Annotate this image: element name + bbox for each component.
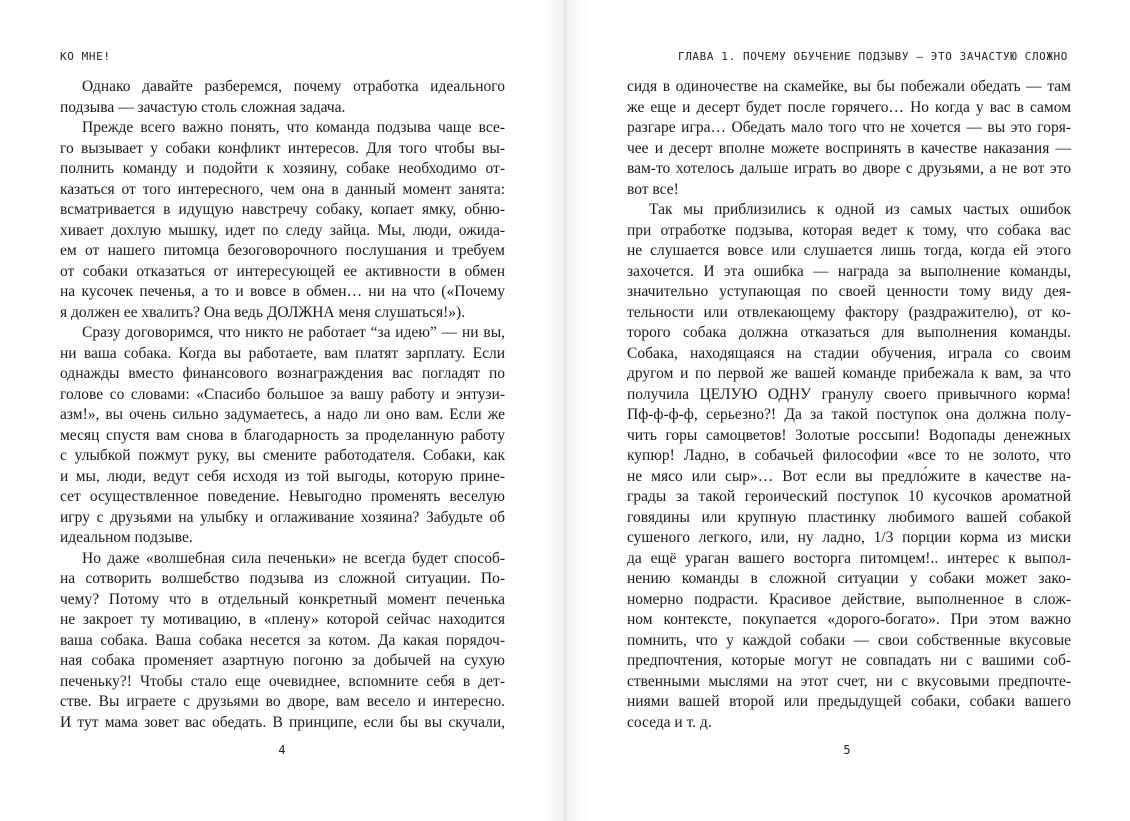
page-number-left: 4 — [278, 743, 286, 757]
text-line: захочется. И эта ошибка — награда за выполнение команды, — [627, 262, 1071, 280]
text-line: полнить команду и подойти к хозяину, собаке необходимо от- — [60, 160, 505, 177]
text-line: чить горы самоцветов! Золотые россыпи! Водопады денежных — [627, 426, 1071, 444]
text-line: ниями вашей второй или предыдущей собаки, собаки вашего — [627, 693, 1071, 710]
text-line: говядины или крупную пластинку любимого вашей собакой — [627, 508, 1071, 526]
text-line: и мы, люди, ведут себя исходя из той выгоды, которую прине- — [60, 467, 505, 485]
text-line: Сразу договоримся, что никто не работает “за идею” — ни вы, — [82, 324, 505, 341]
text-line: всматривается в идущую навстречу собаку, копает ямку, обню- — [60, 201, 505, 218]
text-line: стве. Вы играете с друзьями во дворе, вам весело и интересно. — [60, 693, 505, 710]
text-line: подзыва — зачастую столь сложная задача. — [60, 98, 346, 116]
right-page — [565, 0, 1130, 821]
text-line: с улыбкой пожмут руку, вы смените работодателя. Собаки, как — [60, 447, 505, 464]
page-number-right: 5 — [843, 743, 851, 757]
text-line: купюр! Ладно, в собачьей философии «все то не золото, что — [627, 447, 1071, 464]
text-line: сет осуществленное поведение. Невыгодно променять веселую — [60, 488, 505, 505]
text-line: ственными мыслями на этот счет, ни с вкусовыми предпочте- — [627, 672, 1071, 690]
text-line: торого собака должна отказаться для выполнения команды. — [627, 324, 1071, 341]
text-line: предпочтения, которые могут не совпадать ни с вашими соб- — [627, 652, 1071, 669]
text-line: нению команды в сложной ситуации у собаки может зако- — [627, 570, 1071, 587]
text-line: на сотворить волшебство подзыва из сложной ситуации. По- — [60, 570, 505, 587]
text-line: идеальном подзыве. — [60, 529, 193, 546]
right-page-text — [627, 77, 1071, 733]
text-line: игру с друзьями на улыбку и оглаживание хозяина? Забудьте об — [60, 508, 505, 526]
text-line: же еще и десерт будет после горячего… Но когда у вас в самом — [627, 98, 1071, 116]
running-head-left: КО МНЕ! — [60, 50, 111, 63]
text-line: я должен ее хвалить? Она ведь ДОЛЖНА меня слушаться!»). — [60, 303, 466, 321]
text-line: печеньку?! Чтобы стало еще очевиднее, вспомните себя в дет- — [60, 672, 505, 690]
text-line: Прежде всего важно понять, что команда подзыва чаще все- — [82, 119, 505, 136]
text-line: чее и десерт вполне можете воспринять в качестве наказания — — [627, 139, 1071, 157]
text-line: го вызывает у собаки конфликт интересов. Для того чтобы вы- — [60, 139, 505, 157]
text-line: ваша собака. Ваша собака несется за котом. Да какая порядоч- — [60, 631, 505, 649]
text-line: другом и по первой же вашей команде прибежала к вам, за что — [627, 365, 1071, 382]
text-line: Однако давайте разберемся, почему отработка идеального — [82, 78, 505, 95]
text-line: соседа и т. д. — [627, 713, 712, 731]
text-line: хивает дохлую мышку, идет по следу зайца. Мы, люди, ожида- — [60, 221, 505, 239]
text-line: ная собака променяет азартную погоню за добычей на сухую — [60, 652, 505, 669]
text-line: получила ЦЕЛУЮ ОДНУ гранулу своего привычного корма! — [627, 385, 1071, 403]
text-line: ни ваша собака. Когда вы работаете, вам платят зарплату. Если — [60, 344, 505, 362]
text-line: вот все! — [627, 180, 679, 198]
text-line: ном контексте, покупается «дорого-богато». При этом важно — [627, 611, 1071, 628]
text-line: азм!», вы очень сильно задумаетесь, а надо ли оно вам. Если же — [60, 406, 505, 423]
text-line: чему? Потому что в отдельный конкретный момент печенька — [60, 590, 505, 608]
text-line: Но даже «волшебная сила печеньки» не всегда будет способ- — [82, 549, 505, 567]
text-line: помнить, что у каждой собаки — свои собственные вкусовые — [627, 631, 1071, 649]
running-head-right: ГЛАВА 1. ПОЧЕМУ ОБУЧЕНИЕ ПОДЗЫВУ — ЭТО ЗАЧАСТУЮ СЛОЖНО — [677, 50, 1068, 63]
text-line: однажды вместо финансового вознаграждения вас погладят по — [60, 365, 505, 382]
text-line: Пф-ф-ф-ф, серьезно?! Да за такой поступок она должна полу- — [627, 406, 1071, 423]
text-line: Так мы приблизились к одной из самых частых ошибок — [649, 201, 1071, 218]
text-line: голове со словами: «Спасибо большое за вашу работу и энтузи- — [60, 385, 505, 403]
text-line: ем от нашего питомца безоговорочного послушания и требуем — [60, 242, 505, 259]
text-line: тельности или отвлекающему фактору (раздражителю), от ко- — [627, 303, 1071, 321]
text-line: при отработке подзыва, которая ведет к тому, что собака вас — [627, 221, 1071, 239]
text-line: вам-то хотелось дальше играть во дворе с друзьями, а не вот это — [627, 160, 1071, 177]
text-line: номерно подрасти. Красивое действие, выполненное в слож- — [627, 590, 1071, 608]
text-line: казаться от того интересного, чем она в данный момент занята: — [60, 180, 505, 198]
text-line: да ещё ураган вашего восторга питомцем!.. интерес к выпол- — [627, 549, 1071, 567]
left-page-text — [60, 77, 505, 733]
text-line: Собака, находящаяся на стадии обучения, играла со своим — [627, 344, 1071, 362]
text-line: месяц спустя вам снова в благодарность за проделанную работу — [60, 426, 505, 444]
text-line: на кусочек печенья, а то и вовсе в обмен… ни на что («Почему — [60, 283, 505, 300]
text-line: разгаре игра… Обедать мало того что не хочется — вы это горя- — [627, 119, 1071, 136]
text-line: И тут мама зовет вас обедать. В принципе, если бы вы скучали, — [60, 713, 505, 731]
text-line: от собаки отказаться от интересующей ее активности в обмен — [60, 262, 505, 280]
text-line: грады за такой героический поступок 10 кусочков ароматной — [627, 488, 1071, 505]
text-line: не закроет ту мотивацию, в «плену» которой сейчас находится — [60, 611, 505, 628]
text-line: сушеного легкого, или, ну ладно, 1/3 порции корма из миски — [627, 529, 1071, 546]
text-line: значительно уступающая по своей ценности тому виду дея- — [627, 283, 1071, 300]
text-line: не слушается вовсе или слушается лишь тогда, когда ей этого — [627, 242, 1071, 259]
text-line: сидя в одиночестве на скамейке, вы бы побежали обедать — там — [627, 78, 1071, 95]
text-line: не мясо или сыр»… Вот если вы предло́жите в качестве на- — [627, 467, 1071, 485]
